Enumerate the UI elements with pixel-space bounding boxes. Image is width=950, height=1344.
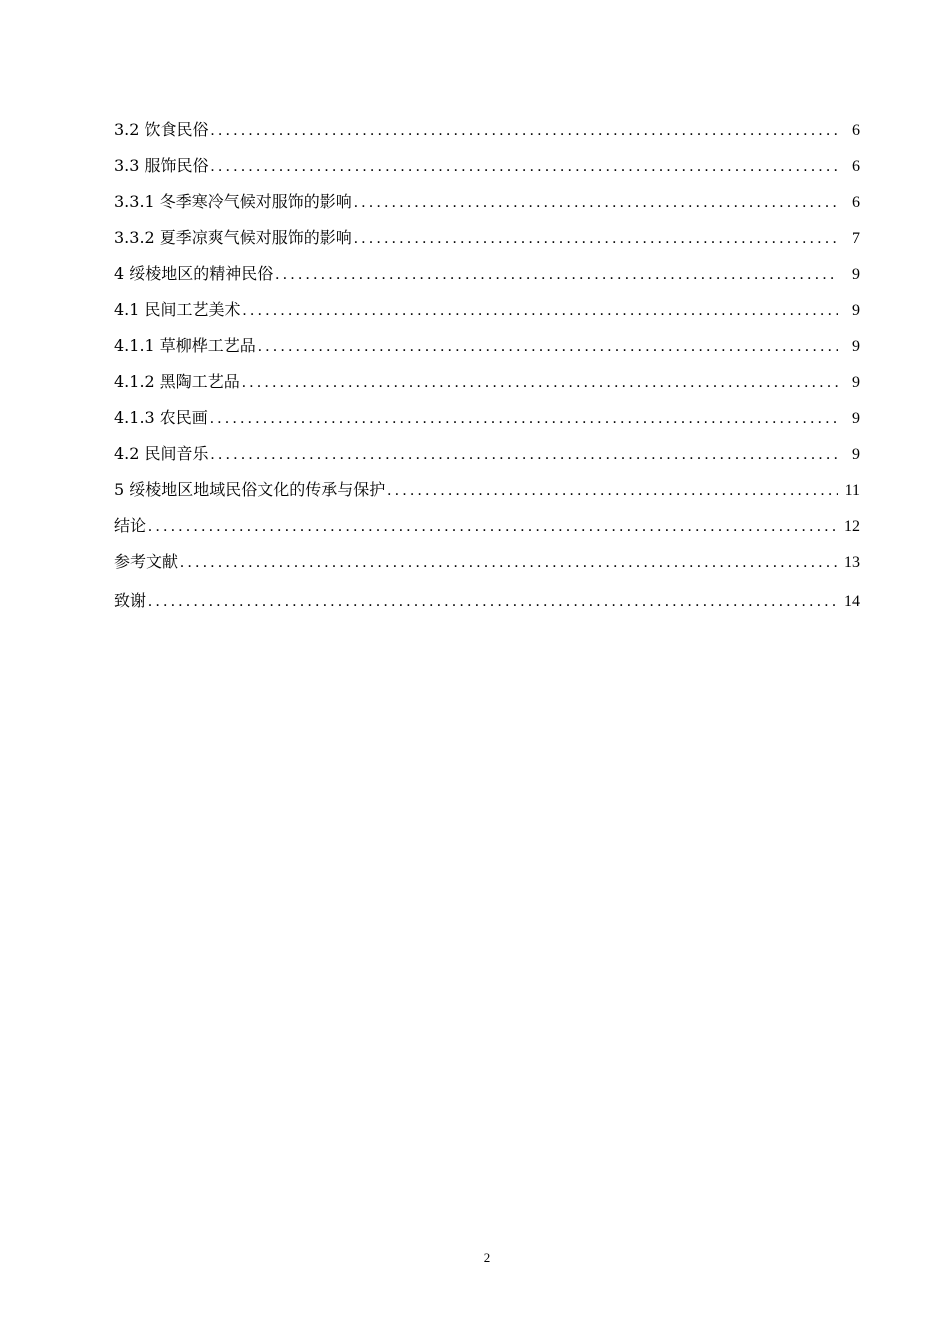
toc-entry-page: 13	[844, 554, 860, 571]
toc-entry-page: 9	[852, 302, 860, 319]
toc-entry-page: 9	[852, 374, 860, 391]
toc-entry-label: 结论	[114, 516, 147, 535]
table-of-contents	[114, 118, 860, 625]
toc-dot-leader	[211, 119, 838, 143]
toc-dot-leader	[275, 263, 838, 287]
toc-entry[interactable]	[114, 334, 860, 370]
toc-entry[interactable]	[114, 442, 860, 478]
toc-entry-page: 9	[852, 446, 860, 463]
toc-entry-label: 5 绥棱地区地域民俗文化的传承与保护	[114, 480, 386, 499]
toc-dot-leader	[180, 551, 838, 575]
toc-entry-page: 6	[852, 194, 860, 211]
toc-dot-leader	[148, 590, 838, 614]
toc-entry[interactable]	[114, 226, 860, 262]
toc-dot-leader	[258, 335, 838, 359]
toc-entry-page: 14	[844, 593, 860, 610]
toc-entry-label: 4.1.3 农民画	[114, 408, 208, 427]
toc-entry[interactable]	[114, 118, 860, 154]
toc-entry-page: 9	[852, 410, 860, 427]
toc-entry-page: 7	[852, 230, 860, 247]
toc-entry-label: 3.2 饮食民俗	[114, 120, 209, 139]
toc-entry[interactable]	[114, 262, 860, 298]
toc-dot-leader	[354, 191, 838, 215]
toc-entry[interactable]	[114, 406, 860, 442]
toc-dot-leader	[210, 407, 838, 431]
toc-entry[interactable]	[114, 589, 860, 625]
toc-entry-label: 4.1.1 草柳桦工艺品	[114, 336, 256, 355]
toc-entry-page: 12	[844, 518, 860, 535]
toc-entry-label: 4.1 民间工艺美术	[114, 300, 241, 319]
toc-dot-leader	[242, 371, 838, 395]
toc-entry-label: 4.2 民间音乐	[114, 444, 209, 463]
toc-entry-label: 3.3.1 冬季寒冷气候对服饰的影响	[114, 192, 352, 211]
toc-entry[interactable]	[114, 370, 860, 406]
toc-entry[interactable]	[114, 154, 860, 190]
toc-dot-leader	[211, 443, 838, 467]
toc-entry-page: 6	[852, 158, 860, 175]
toc-dot-leader	[211, 155, 838, 179]
toc-entry[interactable]	[114, 514, 860, 550]
toc-entry-label: 参考文献	[114, 552, 179, 571]
toc-entry[interactable]	[114, 298, 860, 334]
page-number: 2	[483, 1250, 491, 1265]
toc-dot-leader	[243, 299, 838, 323]
toc-dot-leader	[387, 479, 838, 503]
toc-entry-label: 4.1.2 黑陶工艺品	[114, 372, 240, 391]
toc-dot-leader	[354, 227, 838, 251]
toc-entry[interactable]	[114, 190, 860, 226]
toc-entry[interactable]	[114, 478, 860, 514]
toc-entry-label: 致谢	[114, 591, 147, 610]
toc-entry-page: 6	[852, 122, 860, 139]
toc-entry-page: 11	[844, 482, 860, 499]
toc-entry-label: 3.3.2 夏季凉爽气候对服饰的影响	[114, 228, 352, 247]
toc-entry-label: 4 绥棱地区的精神民俗	[114, 264, 274, 283]
toc-dot-leader	[148, 515, 838, 539]
toc-entry-page: 9	[852, 338, 860, 355]
toc-entry[interactable]	[114, 550, 860, 589]
toc-entry-page: 9	[852, 266, 860, 283]
toc-entry-label: 3.3 服饰民俗	[114, 156, 209, 175]
